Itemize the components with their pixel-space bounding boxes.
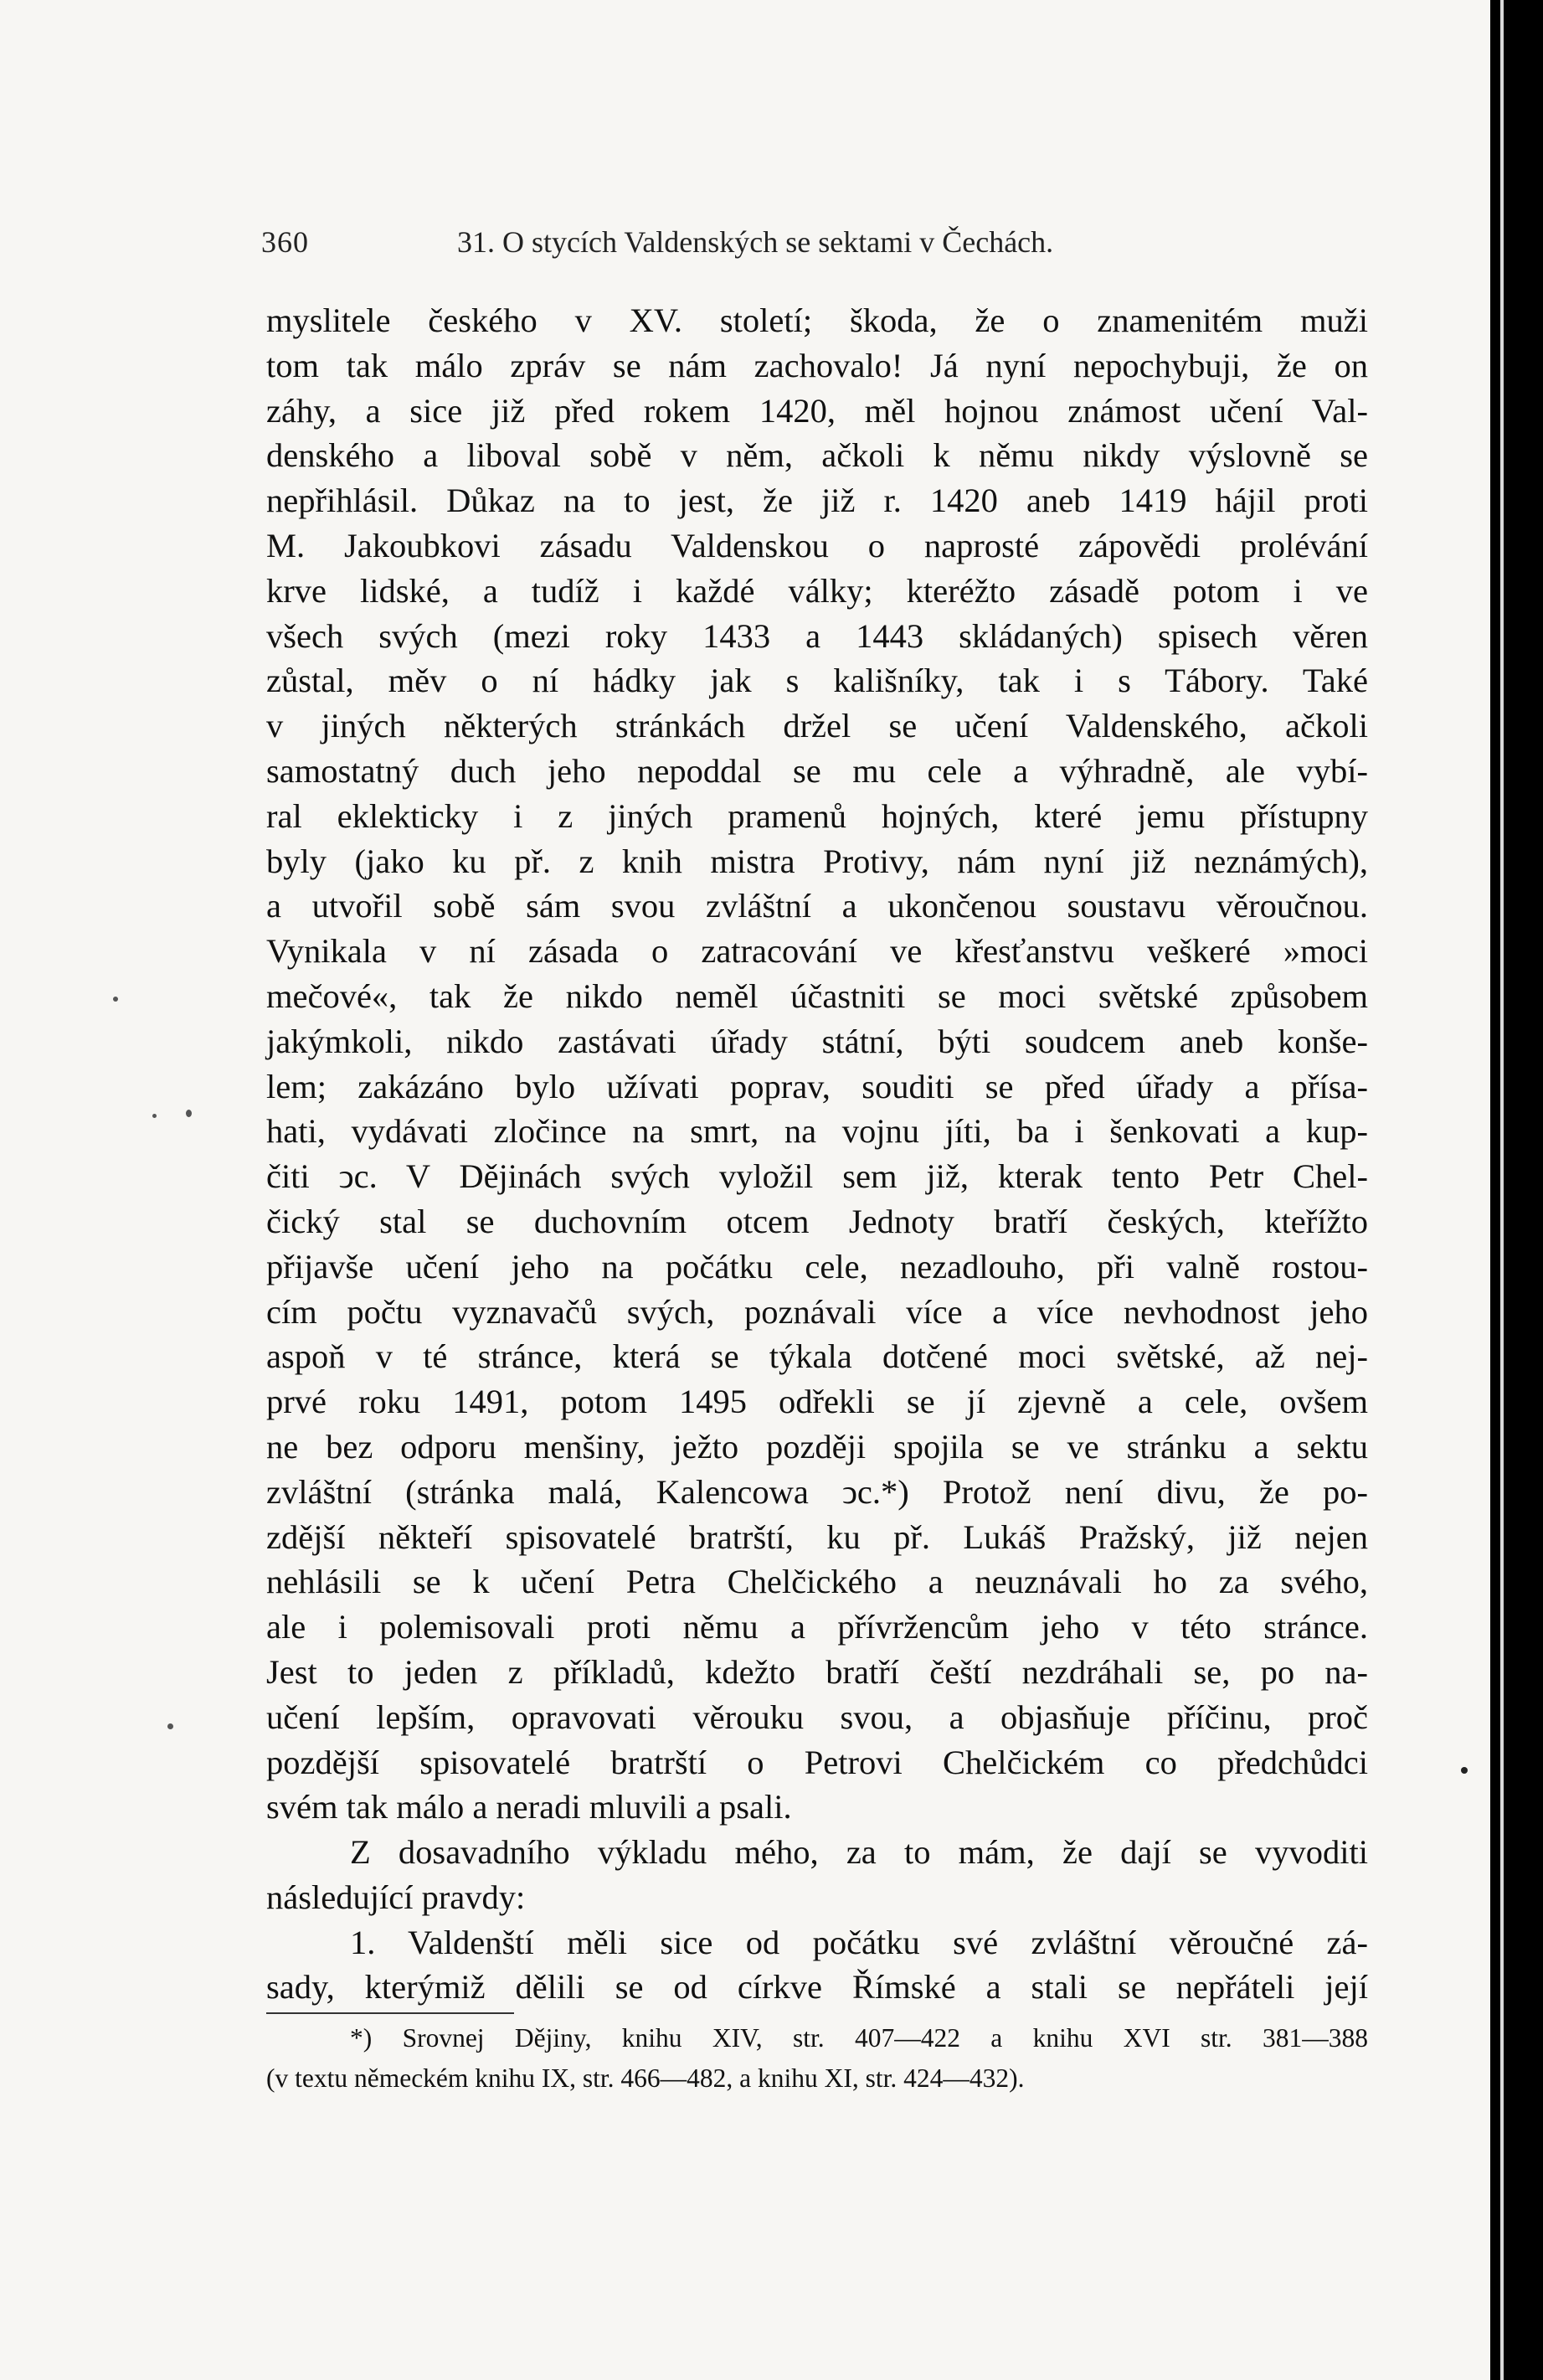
text-line: čiti ͻc. V Dějinách svých vyložil sem již, kterak tento Petr Chel- <box>266 1157 1368 1196</box>
footnote-line: *) Srovnej Dějiny, knihu XIV, str. 407—422 a knihu XVI str. 381—388 <box>350 2023 1368 2053</box>
text-line: myslitele českého v XV. století; škoda, že o znamenitém muži <box>266 301 1368 339</box>
scan-edge-strip <box>1500 0 1504 2380</box>
text-line: cím počtu vyznavačů svých, poznávali více a více nevhodnost jeho <box>266 1292 1368 1331</box>
text-line: zůstal, měv o ní hádky jak s kališníky, tak i s Tábory. Také <box>266 662 1368 700</box>
text-line: Jest to jeden z příkladů, kdežto bratří čeští nezdráhali se, po na- <box>266 1652 1368 1691</box>
running-title: 31. O stycích Valdenských se sektami v Čechách. <box>457 225 1054 259</box>
text-line: samostatný duch jeho nepoddal se mu cele a výhradně, ale vybí- <box>266 751 1368 790</box>
text-line: přijavše učení jeho na počátku cele, nezadlouho, při valně rostou- <box>266 1247 1368 1285</box>
text-line: prvé roku 1491, potom 1495 odřekli se jí zjevně a cele, ovšem <box>266 1383 1368 1421</box>
text-line: sady, kterýmiž dělili se od církve Římské a stali se nepřáteli její <box>266 1968 1368 2007</box>
text-line: záhy, a sice již před rokem 1420, měl hojnou známost učení Val- <box>266 391 1368 430</box>
scan-speck <box>152 1114 157 1118</box>
scan-border <box>1490 0 1543 2380</box>
text-line: ral eklekticky i z jiných pramenů hojných, které jemu přístupny <box>266 796 1368 835</box>
text-line: nepřihlásil. Důkaz na to jest, že již r. 1420 aneb 1419 hájil proti <box>266 482 1368 520</box>
footnote-line: (v textu německém knihu IX, str. 466—482, a knihu XI, str. 424—432). <box>266 2063 1025 2093</box>
text-line: krve lidské, a tudíž i každé války; kteréžto zásadě potom i ve <box>266 571 1368 610</box>
text-line: a utvořil sobě sám svou zvláštní a ukončenou soustavu věroučnou. <box>266 887 1368 925</box>
text-line: 1. Valdenští měli sice od počátku své zvláštní věroučné zá- <box>350 1923 1368 1961</box>
footnotes <box>266 2018 1368 2099</box>
text-line: zvláštní (stránka malá, Kalencowa ͻc.*) Protož není divu, že po- <box>266 1472 1368 1511</box>
text-line: hati, vydávati zločince na smrt, na vojnu jíti, ba i šenkovati a kup- <box>266 1112 1368 1151</box>
text-line: lem; zakázáno bylo užívati poprav, souditi se před úřady a přísa- <box>266 1067 1368 1105</box>
scan-speck <box>186 1110 192 1117</box>
text-line: tom tak málo zpráv se nám zachovalo! Já nyní nepochybuji, že on <box>266 346 1368 384</box>
text-line: jakýmkoli, nikdo zastávati úřady státní, býti soudcem aneb konše- <box>266 1022 1368 1060</box>
text-line: aspoň v té stránce, která se týkala dotčené moci světské, až nej- <box>266 1337 1368 1376</box>
page-number: 360 <box>261 225 309 259</box>
text-line: v jiných některých stránkách držel se učení Valdenského, ačkoli <box>266 707 1368 745</box>
text-line: následující pravdy: <box>266 1878 526 1916</box>
text-line: nehlásili se k učení Petra Chelčického a neuznávali ho za svého, <box>266 1563 1368 1601</box>
text-line: byly (jako ku př. z knih mistra Protivy, nám nyní již neznámých), <box>266 842 1368 880</box>
text-line: učení lepším, opravovati věrouku svou, a objasňuje příčinu, proč <box>266 1697 1368 1736</box>
text-line: Z dosavadního výkladu mého, za to mám, že dají se vyvoditi <box>350 1833 1368 1872</box>
text-line: všech svých (mezi roky 1433 a 1443 skládaných) spisech věren <box>266 616 1368 655</box>
text-line: ale i polemisovali proti němu a přívržencům jeho v této stránce. <box>266 1608 1368 1646</box>
text-line: mečové«, tak že nikdo neměl účastniti se moci světské způsobem <box>266 976 1368 1015</box>
text-line: svém tak málo a neradi mluvili a psali. <box>266 1788 792 1826</box>
scan-speck <box>113 997 118 1002</box>
text-line: Vynikala v ní zásada o zatracování ve křesťanstvu veškeré »moci <box>266 932 1368 971</box>
text-line: zdější někteří spisovatelé bratrští, ku př. Lukáš Pražský, již nejen <box>266 1517 1368 1556</box>
text-line: ne bez odporu menšiny, ježto později spojila se ve stránku a sektu <box>266 1427 1368 1466</box>
scan-speck <box>167 1723 173 1729</box>
text-line: M. Jakoubkovi zásadu Valdenskou o naprosté zápovědi prolévání <box>266 526 1368 564</box>
text-line: denského a liboval sobě v něm, ačkoli k němu nikdy výslovně se <box>266 436 1368 475</box>
text-line: pozdější spisovatelé bratrští o Petrovi Chelčickém co předchůdci <box>266 1743 1368 1781</box>
text-line: čický stal se duchovním otcem Jednoty bratří českých, kteřížto <box>266 1202 1368 1240</box>
footnote-divider <box>266 2012 514 2014</box>
scan-speck <box>1461 1767 1468 1774</box>
body-text <box>266 298 1368 2010</box>
